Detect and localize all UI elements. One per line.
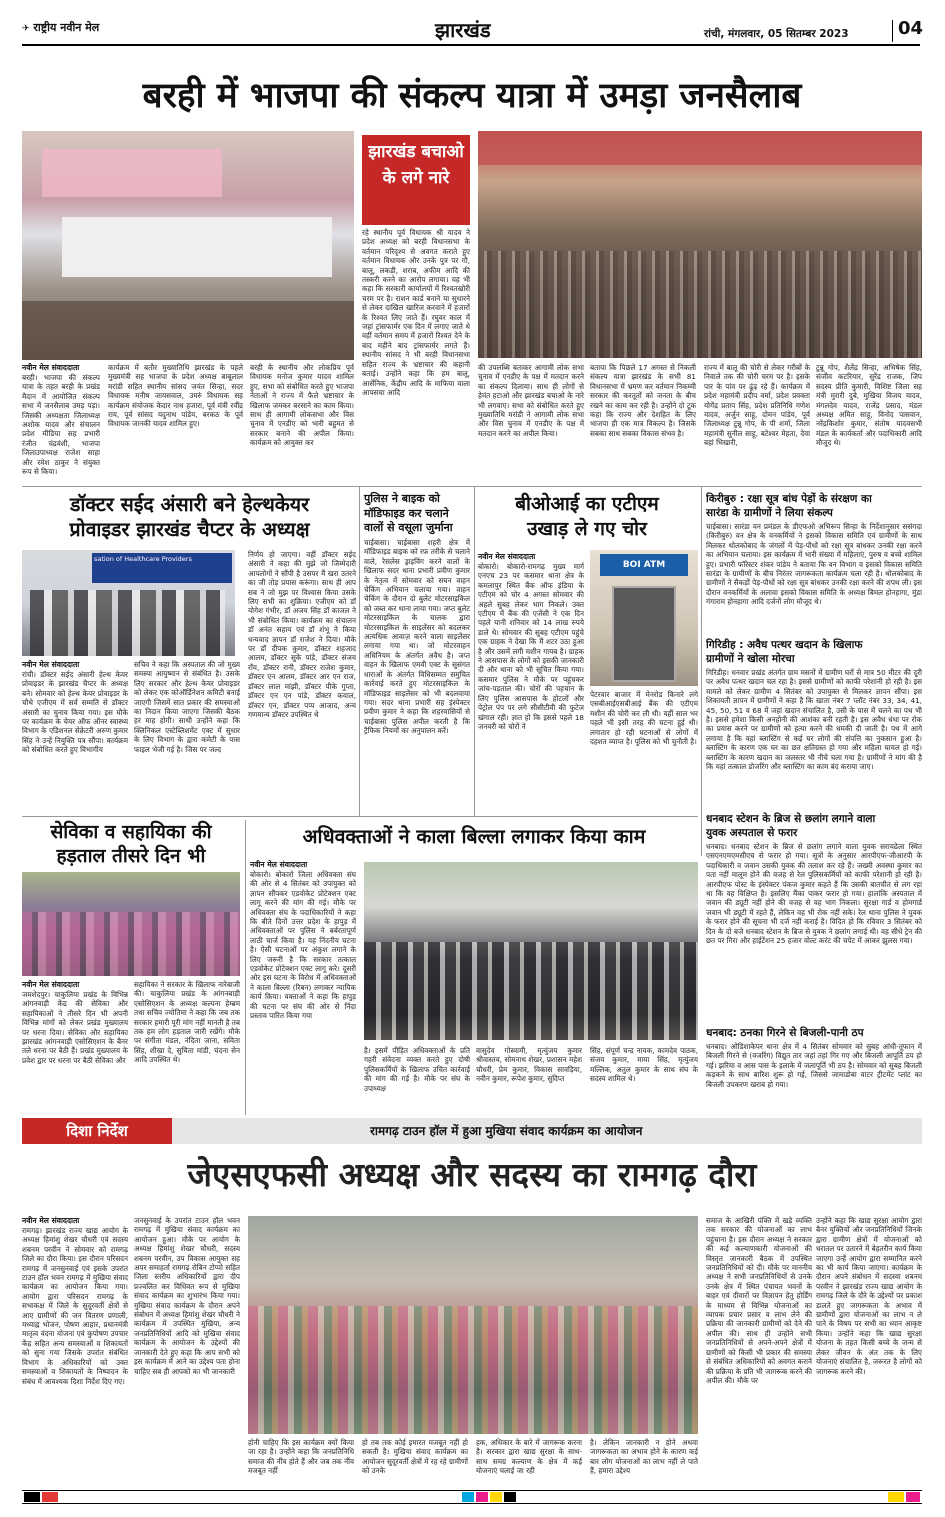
story1-col7: राज्य में बालू की चोरी से लेकर गरीबों के निवाले तक की चोरी चरम पर है। इसके पार के पांव पर ढूंढ़ रहे हैं। कार्यक्रम में प्रदेश महामंत्री प्रदीप वर्मा, प्रदेश प्रवक्ता योगेंद्र प्रताप सिंह, प्रदेश प्रतिनिधि गणेश यादव, अर्जुन साहू, दोमन पांडेय, पूर्व जिलाध्यक्ष टुन्नू गोप, के पी शर्मा, जिला महामंत्री सुनील साहू, बटेश्वर मेहता, देवा बहां भिखारी, — [704, 363, 810, 448]
story11-col8: उन्होंने कहा कि खाद्य सुरक्षा आयोग द्वारा बैनर युक्तियों और जनप्रतिनिधियों जिनके द्वारा ग्रामीण क्षेत्रों में योजनाओं को धरातल पर उतारने में बेहतरीन कार्य किया जाएगा उन्हें आयोग द्वारा सम्मानित करने का भी कार्य किया जाएगा। कार्यक्रम के दौरान अपने संबोधन में सदस्या शबनम परवीन ने झारखंड राज्य खाद्य आयोग के रामगढ़ जिले के दौरे के उद्देश्यों पर प्रकाश डालते हुए जागरूकता के अभाव में ग्रामीणों द्वारा योजनाओं का लाभ न ले पाने के विषय पर सभी का ध्यान आकृष्ट किया। उन्होंने कहा कि खाद्य सुरक्षा योजना के तहत किसी बच्चे के जन्म से लेकर जीवन के अंत तक के लिए योजनाएं संचालित है, जरूरत है लोगों को जागरूक करने की। — [816, 1216, 922, 1376]
story5-headline-line1: किरीबुरु : रक्षा सूत्र बांध पेड़ों के संरक्षण का — [706, 493, 872, 505]
story10-photo — [364, 862, 698, 1040]
story2-col2: सचिव ने कहा कि अस्पताल की जो मुख्य समस्या आयुष्मान से संबंधित है। उसके लिए सरकार और हेल्थ केयर प्रोवाइडर को लेकर एक कोऑर्डिनेशन कमिटी बनाई जाएगी जिसमें सात प्रकार की समस्याओं का निदान किया जाएगा जिसकी बैठक हर माह होगी। साथी उन्होंने कहा कि क्लिनिकल एस्टेब्लिशमेंट एक्ट में सुधार के लिए विभाग के द्वारा कमेटी के पास फाइल भेजी गई है। जिस पर जल्द — [134, 660, 240, 754]
story5-headline-line2: सारंडा के ग्रामीणों ने लिया संकल्प — [706, 507, 833, 519]
story2-photo — [22, 550, 235, 656]
story2-headline-line1: डॉक्टर सईद अंसारी बने हेल्थकेयर — [69, 493, 310, 516]
story1-kicker-body: रहे स्थानीय पूर्व विधायक श्री यादव ने प्रदेश अध्यक्ष को बरही विधानसभा के वर्तमान परिदृश्य से अवगत कराते हुए वर्तमान विधायक और उनके पुत्र पर गौ, बालू, लकड़ी, शराब, अफीम आदि की तस्करी करने का आरोप लगाया। यह भी कहा कि सरकारी कार्यालयों में रिश्वतखोरी चरम पर है। राशन कार्ड बनाने या सुधारने से लेकर दाखिल खारिज करवाने में हजारों के रिश्वत लिए जाते हैं। रघुवर काल में जहां ट्रांसफार्मर एक दिन में लगाए जाते थे वहीं वर्तमान समय में हजारों रिश्वत देने के बाद महीने बाद ट्रांसफार्मर लगते हैं। स्थानीय सांसद ने भी बरही विधानसभा सहित राज्य के भ्रष्टाचार की कहानी बताई। उन्होंने कहा कि हम बालू, आर्सेनिक, केंद्रीय आदि के माफिया वाला आपसचा आदि — [362, 228, 470, 397]
story4-headline-line1: बीओआई का एटीएम — [515, 493, 659, 515]
story4-body2: पेटरवार बाजार में मेनरोड किनारे लगे एसबीआईएसबीआई बैंक की एटीएम मशीन की चोरी कर ली थी। वहीं साल भर पहले भी इसी तरह की घटना हुई थी। लगातार हो रही घटनाओं से लोगों में दहशत व्याप्त है। पुलिस को भी चुनौती है। — [590, 690, 698, 747]
divider — [22, 486, 922, 487]
story4-photo-atm — [590, 550, 698, 686]
story8-body: धनबाद। ओडिशाकेपर थाना क्षेत्र में 4 सितंबर सोमवार को सुबह आंधी-तूफान में बिजली गिरने से (वजरिंग) विद्युत तार जहां तहां गिर गए और बिजली आपूर्ति ठप हो गई। झरिया व आस पास के इलाके में जलापूर्ति भी ठप है। सोमवार को सुबह बिजली कड़कने के साथ बारिश शुरू हो गई, जिससे जामाडोबा वाटर ट्रीटमेंट प्लांट का बिजली उपकरण खराब हो गया। — [706, 1042, 922, 1089]
story4-headline-line2: उखाड़ ले गए चोर — [527, 518, 647, 540]
story6-body: गिरिडीह। धनवार प्रखंड अंतर्गत ग्राम मसनों में ग्रामीण घरों से मात्र 50 मीटर की दूरी पर अवैध पत्थर खदान चल रहा है। इससे ग्रामीणों को काफी परेशानी हो रही है। इस मामले को लेकर ग्रामीण 4 सितंबर को उपायुक्त से मिलकर ज्ञापन सौंपा। इस शिकायती ज्ञापन में ग्रामीणों ने कहा है कि खाता नंबर 7 प्लॉट नंबर 33, 34, 41, 45, 50, 51 व 68 में जहां खदान संचालित है, उसी के पास में चलने का पथ भी है। इससे हमेशा किसी अनहोनी की आशंका बनी रहती है। इस अवैध धंधा पर रोक का प्रयास करने पर ग्रामीणों को हत्या करने की धमकी दी जाती है। पथ में आगे लगाया है कि वहां ब्लास्टिंग से कई घर लोगों की संपत्ति का नुकसान हुआ है। ब्लास्टिंग के कारण एक घर का छत क्षतिग्रस्त हो गया और महिला घायल हो गई। ब्लास्टिंग के कारण खदान का जलस्तर भी नीचे चला गया है। ग्रामीणों ने मांग की है कि यहां तत्काल डोजरिंग और ब्लास्टिंग का काम बंद कराया जाए। — [706, 668, 922, 772]
story11-col1: रामगढ़। झारखंड राज्य खाद्य आयोग के अध्यक्ष हिमांशु शेखर चौधरी एवं सदस्य शबनम परवीन ने सोमवार को रामगढ़ जिले का दौरा किया। इस दौरान परिसदन रामगढ़ में जनसुनवाई एवं इसके उपरांत टाउन हॉल भवन रामगढ़ में मुखिया संवाद कार्यक्रम का आयोजन किया गया। आयोग द्वारा परिसदन रामगढ़ के सभाकक्ष में जिले के सुदूरवर्ती क्षेत्रों से आए ग्रामीणों की जन वितरण प्रणाली, मध्याह्न भोजन, पोषण आहार, प्रधानमंत्री मातृत्व वंदना योजना एवं कुपोषण उपचार केंद्र सहित अन्य समस्याओं व शिकायतों को सुना गया जिसके उपरांत संबंधित विभाग के अधिकारियों को उक्त समस्याओं व शिकायतों के निष्पादन के संबंध में आवश्यक दिशा निर्देश दिए गए। — [22, 1226, 128, 1386]
story11-col2: जनसुनवाई के उपरांत टाउन हॉल भवन रामगढ़ में मुखिया संवाद कार्यक्रम का आयोजन हुआ। मौके पर आयोग के अध्यक्ष हिमांशु शेखर चौधरी, सदस्य शबनम परवीन, उप विकास आयुक्त सह अपर समाहर्ता रामगढ़ रोबिन टोप्पो सहित जिला स्तरीय अधिकारियों द्वारा दीप प्रज्वलित कर विधिवत रूप से मुखिया संवाद कार्यक्रम का शुभारंभ किया गया। मुखिया संवाद कार्यक्रम के दौरान अपने संबोधन में अध्यक्ष हिमांशु शेखर चौधरी ने कार्यक्रम में उपस्थित मुखिया, अन्य जनप्रतिनिधियों आदि को मुखिया संवाद कार्यक्रम के आयोजन के उद्देश्यों की जानकारी देते हुए कहा कि आप सभी को इस कार्यक्रम में आने का उद्देश्य पता होना चाहिए सब ही आपको का भी जानकारी — [134, 1216, 240, 1376]
story1-photo-crowd — [478, 131, 922, 358]
divider — [245, 820, 246, 1115]
story1-col6: बताया कि पिछले 17 अगस्त से निकली संकल्प यात्रा झारखंड के सभी 81 विधानसभा में भ्रमण कर वर्तमान निकम्मी सरकार की करतूतों को जनता के बीच रखने का काम कर रही है। उन्होंने दो टूक कहा कि राज्य और देशहित के लिए भाजपा ही एक मात्र विकल्प है। जिसके सबका साथ सबका विकास संभव है। — [590, 363, 696, 438]
story10-col2: है। इसमें पीड़ित अधिवक्ताओं के प्रति गहरी संवेदना व्यक्त करते हुए दोषी पुलिसकर्मियों के खिलाफ उचित कार्रवाई की मांग की गई है। मौके पर संघ के उपाध्यक्ष — [364, 1046, 470, 1093]
story9-headline-line2: हड़ताल तीसरे दिन भी — [56, 845, 206, 867]
story11-strap: रामगढ़ टाउन हॉल में हुआ मुखिया संवाद कार्यक्रम का आयोजन — [370, 1124, 643, 1138]
story11-photo — [248, 1216, 698, 1434]
page-divider — [892, 20, 893, 42]
story9-byline: नवीन मेल संवाददाता — [22, 980, 80, 989]
brand-logo — [22, 20, 99, 35]
story1-col5: की उपलब्धि बताकर आगामी लोक सभा चुनाव में एनडीए के पक्ष में मतदान करने का संकल्प दिलाया। साथ ही लोगों से हेमंत हटाओ और झारखंड बचाओ के नारे भी लगवाए। सभा को संबोधित करते हुए मुख्यातिथि मरांडी ने आगामी लोक सभा और विस चुनाव में एनडीए के पक्ष में मतदान करने का अपील किया। — [478, 363, 584, 438]
story6-headline-line1: गिरिडीह : अवैध पत्थर खदान के खिलाफ — [706, 639, 863, 651]
story1-headline: बरही में भाजपा की संकल्प यात्रा में उमड़ा जनसैलाब — [142, 76, 802, 116]
story1-col1: बरही। भाजपा की संकल्प यात्रा के तहत बरही के प्रखंड मैदान में आयोजित संकल्प सभा में जनसैलाब उमड़ पड़ा। जिसकी अध्यक्षता जिलाध्यक्ष अशोक यादव और संचालन प्रदेश मीडिया सह प्रभारी रंजीत चंद्रवंशी, भाजपा जिलाउपाध्यक्ष राजेश साहा और रमेश ठाकुर ने संयुक्त रूप से किया। — [22, 373, 100, 477]
story11-col7: समाज के आखिरी पंक्ति में खड़े व्यक्ति तक सरकार की योजनाओं का लाभ पहुंचाना है। इस दौरान अध्यक्ष ने सरकार की कई कल्याणकारी योजनाओं की विस्तृत जानकारी बैठक में उपस्थित जनप्रतिनिधियों को दी। मौके पर माननीय अध्यक्ष ने सभी जनप्रतिनिधियों से उनके उनके क्षेत्र में स्थित पंचायत भवनों के बाहर एवं दीवारों पर विज्ञापन हेतु होर्डिंग के माध्यम से विभिन्न योजनाओं का व्यापक प्रचार प्रसार व लाभ लेने की प्रक्रिया की जानकारी ग्रामीणों को देने की अपील की। साथ ही उन्होंने सभी जनप्रतिनिधियों से अपने-अपने क्षेत्रों में ग्रामीणों को किसी भी प्रकार की समस्या से संबंधित अधिकारियों को अवगत कराने की प्रक्रिया के प्रति भी जागरूक करने की अपील की। मौके पर — [706, 1216, 812, 1385]
story4-atm-sign: BOI ATM — [622, 560, 666, 570]
story9-col1: जमशेदपुर। चाकुलिया प्रखंड के विभिन्न आंगनवाड़ी केंद्र की सेविका और सहायिकाओं ने तीसरे दिन भी अपनी विभिन्न मांगों को लेकर प्रखंड मुख्यालय पर धरना दिया। सेविका और सहायिका झारखंड आंगनवाड़ी एसोसिएशन के बैनर तले धरना पर बैठी हैं। प्रखंड मुख्यालय के प्रवेश द्वार पर धरना पर बैठी सेविका और — [22, 990, 128, 1065]
divider — [22, 816, 698, 817]
story4-body: बोकारो। बोकारो-रामगढ़ मुख्य मार्ग एनएच 23 पर कसमार थाना क्षेत्र के कमलापुर स्थित बैंक ऑफ इंडिया के एटीएम को चोर 4 अगस्त सोमवार की अहले सुबह लेकर भाग निकले। उक्त एटीएम में बैंक की एजेंसी ने एक दिन पहले यानी शनिवार को 14 लाख रुपये डाले थे। सोमवार की सुबह एटीएम पहुंचे एक ग्राहक ने देखा कि मैं शटर उठा हुआ है और उसमें लगी मशीन गायब है। ग्राहक ने आसपास के लोगों को इसकी जानकारी दी और थाना को भी सूचित किया गया। कसमार पुलिस ने मौके पर पहुंचकर जांच-पड़ताल की। चोरों की पहचान के लिए पुलिस आसपास के होटलों और पेट्रोल पंप पर लगे सीसीटीवी की फुटेज खंगाल रही। ज्ञात हो कि इससे पहले 18 जनवरी को चोरों ने — [478, 562, 584, 731]
section-name: झारखंड — [435, 18, 491, 42]
dateline: रांची, मंगलवार, 05 सितम्बर 2023 — [704, 28, 849, 40]
story11-byline: नवीन मेल संवाददाता — [22, 1216, 80, 1225]
story11-kicker-box — [22, 1118, 172, 1144]
story6-headline-line2: ग्रामीणों ने खोला मोरचा — [706, 653, 795, 665]
story1-kicker-box — [362, 135, 470, 225]
story11-col3: होनी चाहिए कि इस कार्यक्रम क्यों किया जा रहा है। उन्होंने कहा कि जनप्रतिनिधि समाज की नींव होते हैं और जब तक नींव मजबूत नहीं — [248, 1438, 354, 1476]
story11-col4: हो तब तक कोई इमारत मजबूत नहीं हो सकती है। मुखिया संवाद कार्यक्रम का आयोजन सुदूरवर्ती क्षेत्रों में रह रहे ग्रामीणों को उनके — [362, 1438, 468, 1476]
divider — [359, 486, 360, 816]
story11-col5: हक, अधिकार के बारे में जागरूक करना है। सरकार द्वारा खाद्य सुरक्षा के साथ-साथ समग्र कल्याण के क्षेत्र में कई योजनाएं चलाई जा रही — [476, 1438, 582, 1476]
story7-headline-line2: युवक अस्पताल से फरार — [706, 827, 798, 839]
story1-col3: बरही के स्थानीय और लोकप्रिय पूर्व विधायक मनोज कुमार यादव शामिल हुए, सभा को संबोधित करते हुए भाजपा नेताओं ने राज्य में फैले भ्रष्टाचार के खिलाफ जमकर बरसाने का काम किया। साथ ही आगामी लोकसभा और विस चुनाव में एनडीए को भारी बहुमत से सरकार बनाने की अपील किया। कार्यक्रम को आयुक्त कर — [250, 363, 354, 448]
story10-col4: सिंह, संपूर्ण चन्द्र नायक, कामदेव पाठक, संजय कुमार, माया सिंह, मृत्युंजय मल्लिक, अतुल कुमार के साथ संघ के सदस्य शामिल थे। — [590, 1046, 698, 1084]
divider — [701, 486, 702, 856]
masthead — [0, 0, 945, 45]
story4-byline: नवीन मेल संवाददाता — [478, 552, 536, 561]
story1-col8: टुन्नू गोप, शैलेंद्र सिन्हा, अभिषेक सिंह, संजीव कटरियार, सुरेंद्र राजक, जिप सदस्य प्रीति कुमारी, विशिष्ट जिला सह मंत्री मुरारी दुबे, मुखिया विजय यादव, मंगलदेव यादव, राजेंद्र प्रसाद, मंडल अध्यक्ष अमित साहू, विनोद पासवान, नरेंद्रकिशोर कुमार, संतोष यादवसभी मंडल के कार्यकर्ता और पदाधिकारी आदि मौजूद थे। — [816, 363, 922, 448]
story11-headline: जेएसएफसी अध्यक्ष और सदस्य का रामगढ़ दौरा — [187, 1155, 757, 1194]
story2-byline: नवीन मेल संवाददाता — [22, 660, 80, 669]
page-number: 04 — [898, 18, 924, 39]
registration-bar — [22, 1490, 922, 1504]
story5-body: चाईबासा। सारंडा वन प्रमंडल के डीएफओ अभिरूप सिन्हा के निर्देशानुसार ससंगदा (किरीबुरु) वन क्षेत्र के वनकर्मियों ने इसको विकास समिति एवं ग्रामीणों के साथ मिलकर थोलकोबाद के जंगलों में पेड़-पौधों को रक्षा सूत्र बांधकर उनकी रक्षा करने का अभियान चलाया। इस कार्यक्रम में भारी संख्या में महिलाएं, पुरुष व बच्चे शामिल हुए। प्रभारी फॉरेस्टर शंकर पांडेय ने बताया कि वन विभाग व इसको विकास समिति सारंडा के ग्रामीणों के बीच निरंतर जागरूकता कार्यक्रम चला रही है। थोलकोबाद के ग्रामीणों ने सैकड़ों पेड़-पौधों को रक्षा सूत्र बांधकर उनकी रक्षा करने की शपथ ली। इस दौरान वनकर्मियों के अलावा इसको विकास समिति के अध्यक्ष बिमल होनहागा, मुंडा गंगाराम होनहागा आदि दर्जनों लोग मौजूद थे। — [706, 522, 922, 607]
story2-banner: sation of Healthcare Providers — [94, 555, 192, 563]
story11-col6: है। लेकिन जानकारी न होने अथवा जागरूकता का अभाव होने के कारण कई बार लोग योजनाओं का लाभ नहीं ले पाते हैं, हमारा उद्देश्य — [590, 1438, 698, 1476]
story2-col3: निर्णय हो जाएगा। वहीं डॉक्टर सईद अंसारी ने कहा की मुझे जो जिम्मेदारी आपलोगों ने सौंपी है उसपर मैं खरा उतरने का जी तोड़ प्रयास करूंगा। साथ ही आप सब ने जो मुझ पर विश्वास किया उसके लिए सभी का शुक्रिया। एजीएम को डॉ योगेश गंभीर, डॉ अजय सिंह डॉ काजल ने भी संबोधित किया। कार्यक्रम का संचालन डॉ अनंत सहाय एवं डॉ शंभू ने किया धन्यवाद ज्ञापन डॉ राजेश ने दिया। मौके पर डॉ दीपक कुमार, डॉक्टर शहजाद आलम, डॉक्टर सुके पांडे, डॉक्टर संजय राँय, डॉक्टर रानी, डॉक्टर राजेश कुमार, डॉक्टर एन आलम, डॉक्टर आर एन राज, डॉक्टर लाल मांझी, डॉक्टर पीके गुप्ता, डॉक्टर एन एन पांडे, डॉक्टर कयाल, डॉक्टर एन, डॉक्टर पप्प आजाद, अन्य गणमान्य डॉक्टर उपस्थित थे — [248, 550, 356, 719]
story9-col2: सहायिका ने सरकार के खिलाफ नारेबाजी की। चाकुलिया प्रखंड के आंगनबाड़ी एसोसिएशन के अध्यक्ष कल्पना हेम्ब्रम तथा सचिव ज्योतिमा ने कहा कि जब तक सरकार हमारी पूरी मांग नहीं मानती है तब तक हम लोग हड़ताल जारी रखेंगे। मौके पर संगीता मंडल, नंदिता जाना, सविता सिंह, शीखा दे, सुचिता मांडी, चंदना सेन आदि उपस्थित थे। — [134, 980, 240, 1065]
masthead-rule — [22, 44, 920, 46]
story3-headline: पुलिस ने बाइक को मॉडिफाइड कर चलाने वालों से वसूला जुर्माना — [364, 492, 453, 534]
story7-body: धनबाद। धनबाद स्टेशन के ब्रिज से छलांग लगाने वाला युवक सरायढेला स्थित एसएनएमएमसीएच से फरार हो गया। सूत्रों के अनुसार आरपीएफ-जीआरपी के पदाधिकारी व जवान उसकी युवक की तलाश कर रहे हैं। जख्मी अवस्था कुमार का पता नहीं मालूम होने की वजह से रेल पुलिसकर्मियों को काफी परेशानी हो रही है। आरपीएफ पोस्ट के इंस्पेक्टर पंकज कुमार कहते हैं कि उसकी बातचीत से लग रहा था कि वह विक्षिप्त है। इसलिए मैंका पाकर फरार हो गया। हालांकि अस्पताल में जवान की ड्यूटी नहीं होने की वजह से वह भाग निकला। सुरक्षा गार्ड व होमगार्ड जवान भी ड्यूटी में रहते हैं, लेकिन वह भी रोक नहीं सके। रेल थाना पुलिस ने युवक के फरार होने की सूचना भी दर्ज नहीं कराई है। विदित हो कि रविवार 3 सितंबर को दिन के दो बजे धनबाद स्टेशन के ब्रिज से युवक ने छलांग लगाई थी। वह सीधे ट्रेन की छत पर गिरा और हाईटेंशन 25 हजार वोल्ट करंट की चपेट में आकर झुलस गया। — [706, 842, 922, 946]
story10-byline: नवीन मेल संवाददाता — [250, 860, 308, 869]
story9-headline-line1: सेविका व सहायिका की — [50, 821, 212, 843]
story10-col1: बोकारो। बोकारो जिला अधिवक्ता संघ की ओर से 4 सितंबर को उपायुक्त को ज्ञापन सौंपकर एडवोकेट प्रोटेक्शन एक्ट लागू करने की मांग की गई। मौके पर अधिवक्ता संघ के पदाधिकारियों ने कहा कि बीते दिनों उत्तर प्रदेश के हापुड़ में अधिवक्ताओं पर पुलिस ने बर्बरतापूर्ण लाठी चार्ज किया है। यह निंदनीय घटना है। ऐसी घटनाओं पर अंकुश लगाने के लिए जरूरी है कि सरकार तत्काल एडवोकेट प्रोटेक्शन एक्ट लागू करे। दूसरी ओर इस घटना के विरोध में अधिवक्ताओं ने काला बिल्ला (रिबन) लगाकर न्यायिक कार्य किया। वक्ताओं ने कहा कि हापुड़ की घटना पर संघ की ओर से निंदा प्रस्ताव पारित किया गया — [250, 870, 356, 1021]
story1-photo-stage — [22, 131, 354, 360]
story2-col1: रांची। डॉक्टर सईद अंसारी हेल्थ केयर प्रोवाइडर के झारखंड चैप्टर के अध्यक्ष बने। सोमवार को हेल्थ केयर प्रोवाइडर के चौथे एजीएम में सर्व सम्मति से डॉक्टर अंसारी का चुनाव किया गया। इस मौके पर कार्यक्रम के चेयर ऑफ ऑनर स्वास्थ्य विभाग के एडिशनल सेक्रेटरी अरुण कुमार सिंह ने उन्हें नियुक्ति पत्र सौंपा। कार्यक्रम को संबोधित करते हुए विभागीय — [22, 670, 128, 755]
bird-icon: ✈ — [22, 24, 30, 34]
story3-body: चाईबासा। चाईबासा शहरी क्षेत्र में मॉडिफाइड बाइक को रफ़ तरीके से चलाने वाले, रेसलेस ड्राइविंग करने वालों के खिलाफ सदर थाना प्रभारी प्रवीण कुमार के नेतृत्व में सोमवार को सघन वाहन चेकिंग अभियान चलाया गया। वाहन चेकिंग के दौरान दो बुलेट मोटरसाइकिल को जब्त कर थाना लाया गया। जप्त बुलेट मोटरसाइकिल के चालक द्वारा मोटरसाइकिल के साइलेंसर को बदलकर अत्यधिक आवाज़ करने वाला साइलेंसर लगाया गया था। जो मोटरवाहन अधिनियम के अंतर्गत अवैध है। जप्त वाहन के खिलाफ एमवी एक्ट के सुसंगत धाराओं के अंतर्गत विधिसम्मत समुचित कार्रवाई करते हुए मोटरसाइकिल के मॉडिफाइड साइलेंसर को भी बदलवाया गया। सदर थाना प्रभारी सह इंस्पेक्टर प्रवीण कुमार ने कहा कि शहरवासियों से चाईबासा पुलिस अपील करती है कि ट्रैफिक नियमों का अनुपालन करें। — [364, 538, 470, 736]
brand-name: राष्ट्रीय नवीन मेल — [33, 21, 100, 34]
story1-col2: कार्यक्रम में बतौर मुख्यातिथि झारखंड के पहले मुख्यमंत्री सह भाजपा के प्रदेश अध्यक्ष बाबूलाल मरांडी सहित स्थानीय सांसद जयंत सिन्हा, सदर विधायक मनीष जायसवाल, उमरुं विधायक सह कार्यक्रम संयोजक केदार नाथ हजारा, पूर्व मंत्री रवींद्र राय, पूर्व सांसद यदुनाथ पांडेय, बरकठ के पूर्व विधायक जानकी यादव शामिल हुए। — [108, 363, 243, 429]
story2-headline-line2: प्रोवाइडर झारखंड चैप्टर के अध्यक्ष — [69, 518, 310, 541]
story11-kicker: दिशा निर्देश — [66, 1122, 128, 1140]
story1-byline: नवीन मेल संवाददाता — [22, 363, 80, 372]
story7-headline-line1: धनबाद स्टेशन के ब्रिज से छलांग लगाने वाला — [706, 813, 876, 825]
story8-headline: धनबाद: ठनका गिरने से बिजली-पानी ठप — [706, 1027, 864, 1039]
story10-col3: वासुदेव गोस्वामी, मृत्युंजय कुमार श्रीवास्तव, सोमनाथ शेखर, प्रशासन महेश चौधरी, प्रेम कुमार, विकास सावड़िया, नवीन कुमार, रूपेश कुमार, सुदिप्त — [476, 1046, 582, 1084]
story9-photo — [22, 872, 240, 976]
divider — [474, 486, 475, 816]
story10-headline: अधिवक्ताओं ने काला बिल्ला लगाकर किया काम — [302, 825, 646, 848]
story1-kicker: झारखंड बचाओ के लगे नारे — [368, 142, 464, 188]
